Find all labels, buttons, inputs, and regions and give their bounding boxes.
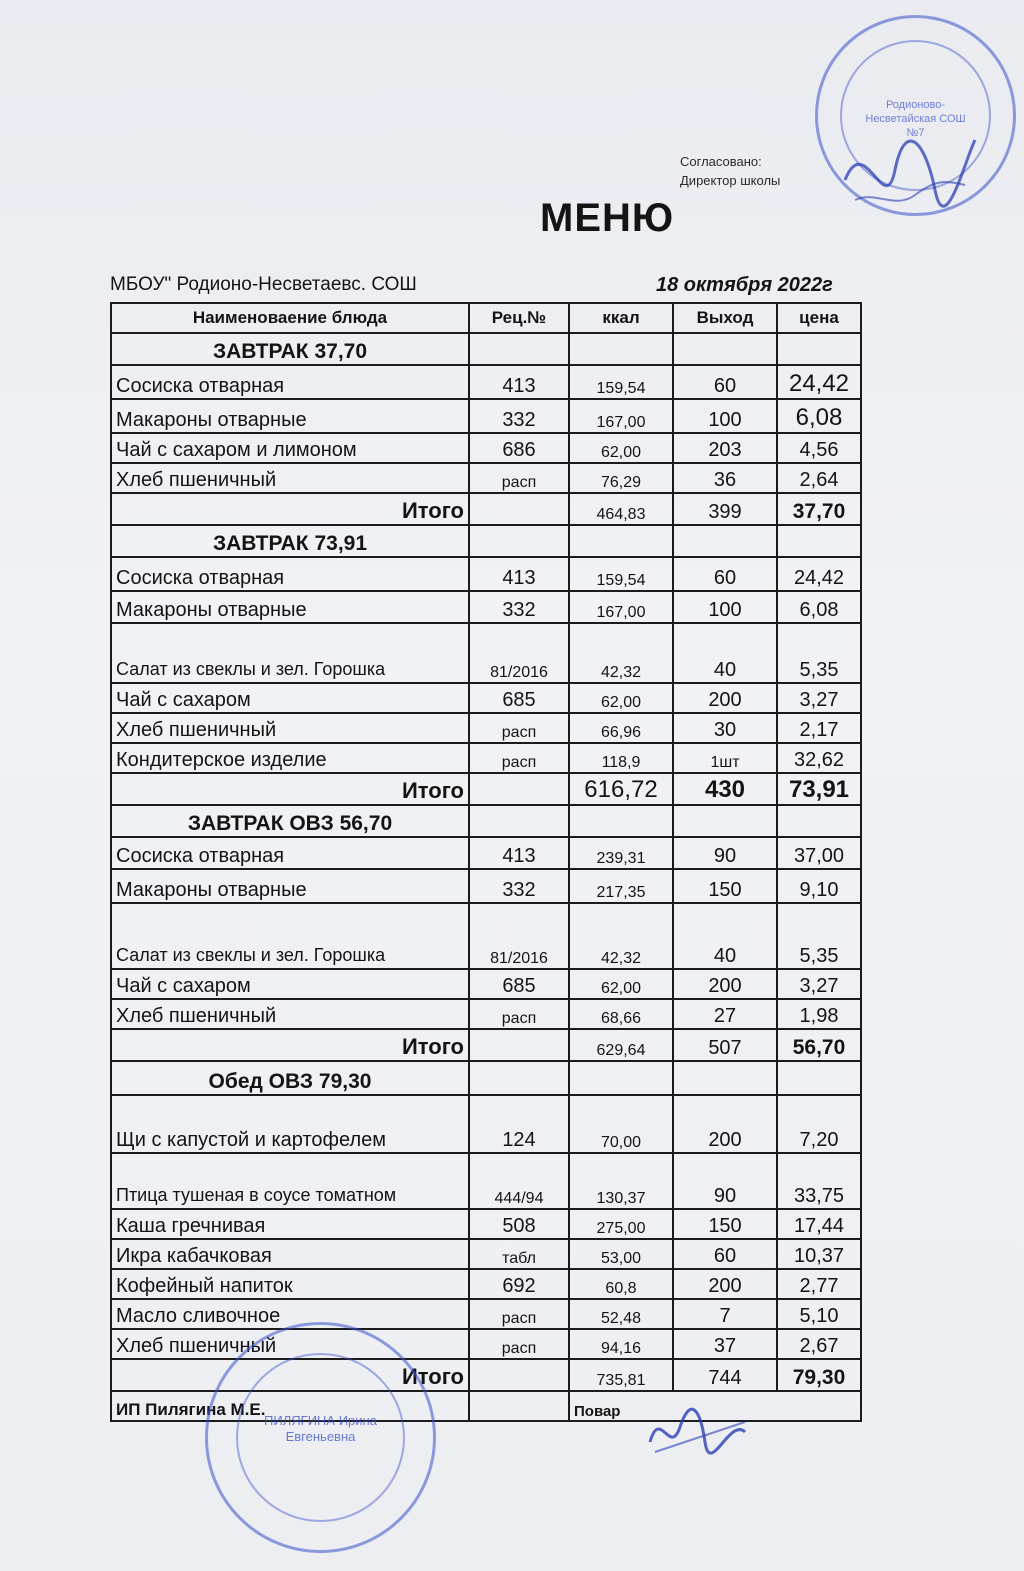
dish-yield: 90	[673, 837, 777, 869]
total-kcal: 629,64	[569, 1029, 673, 1061]
section-empty-cell	[569, 333, 673, 365]
total-row	[111, 773, 861, 805]
dish-name: Хлеб пшеничный	[111, 463, 469, 493]
dish-price: 24,42	[777, 365, 861, 399]
dish-recipe: расп	[469, 743, 569, 773]
dish-name: Макароны отварные	[111, 399, 469, 433]
dish-recipe: 124	[469, 1095, 569, 1153]
section-empty-cell	[673, 805, 777, 837]
section-empty-cell	[569, 805, 673, 837]
dish-row	[111, 1299, 861, 1329]
cook-signature	[645, 1402, 755, 1462]
dish-price: 5,35	[777, 623, 861, 683]
dish-kcal: 52,48	[569, 1299, 673, 1329]
dish-row	[111, 999, 861, 1029]
dish-kcal: 275,00	[569, 1209, 673, 1239]
total-name: Итого	[111, 773, 469, 805]
dish-recipe: 332	[469, 869, 569, 903]
dish-row	[111, 1209, 861, 1239]
total-kcal: 464,83	[569, 493, 673, 525]
section-empty-cell	[469, 333, 569, 365]
dish-price: 5,35	[777, 903, 861, 969]
section-empty-cell	[777, 525, 861, 557]
dish-name: Хлеб пшеничный	[111, 1329, 469, 1359]
dish-price: 5,10	[777, 1299, 861, 1329]
section-title: ЗАВТРАК 37,70	[111, 333, 469, 365]
dish-row	[111, 463, 861, 493]
total-recipe	[469, 1029, 569, 1061]
dish-row	[111, 743, 861, 773]
total-recipe	[469, 1359, 569, 1391]
dish-kcal: 42,32	[569, 903, 673, 969]
col-header-name: Наименоваение блюда	[111, 303, 469, 333]
menu-table	[110, 302, 862, 1422]
dish-name: Хлеб пшеничный	[111, 999, 469, 1029]
dish-recipe: 508	[469, 1209, 569, 1239]
dish-name: Салат из свеклы и зел. Горошка	[111, 903, 469, 969]
dish-name: Икра кабачковая	[111, 1239, 469, 1269]
dish-row	[111, 869, 861, 903]
dish-name: Сосиска отварная	[111, 837, 469, 869]
dish-price: 6,08	[777, 399, 861, 433]
dish-recipe: 332	[469, 399, 569, 433]
dish-yield: 40	[673, 903, 777, 969]
dish-yield: 60	[673, 365, 777, 399]
dish-recipe: табл	[469, 1239, 569, 1269]
dish-kcal: 66,96	[569, 713, 673, 743]
dish-row	[111, 591, 861, 623]
total-yield: 507	[673, 1029, 777, 1061]
dish-kcal: 217,35	[569, 869, 673, 903]
dish-price: 2,67	[777, 1329, 861, 1359]
section-header-row	[111, 1061, 861, 1095]
dish-name: Чай с сахаром	[111, 683, 469, 713]
dish-kcal: 62,00	[569, 433, 673, 463]
section-empty-cell	[469, 805, 569, 837]
dish-yield: 200	[673, 969, 777, 999]
total-name: Итого	[111, 1359, 469, 1391]
dish-kcal: 42,32	[569, 623, 673, 683]
dish-yield: 203	[673, 433, 777, 463]
dish-price: 4,56	[777, 433, 861, 463]
dish-recipe: 413	[469, 837, 569, 869]
total-row	[111, 493, 861, 525]
total-row	[111, 1029, 861, 1061]
dish-yield: 60	[673, 557, 777, 591]
dish-yield: 150	[673, 869, 777, 903]
section-empty-cell	[673, 525, 777, 557]
dish-recipe: 685	[469, 683, 569, 713]
page-title: МЕНЮ	[540, 196, 675, 240]
dish-price: 10,37	[777, 1239, 861, 1269]
dish-recipe: 685	[469, 969, 569, 999]
dish-yield: 40	[673, 623, 777, 683]
school-name: МБОУ" Родионо-Несветаевс. СОШ	[110, 274, 417, 295]
section-header-row	[111, 333, 861, 365]
dish-row	[111, 713, 861, 743]
dish-recipe: 81/2016	[469, 623, 569, 683]
dish-kcal: 62,00	[569, 969, 673, 999]
section-title: Обед ОВЗ 79,30	[111, 1061, 469, 1095]
total-price: 56,70	[777, 1029, 861, 1061]
section-empty-cell	[777, 333, 861, 365]
total-recipe	[469, 493, 569, 525]
total-name: Итого	[111, 493, 469, 525]
dish-price: 32,62	[777, 743, 861, 773]
dish-name: Масло сливочное	[111, 1299, 469, 1329]
section-empty-cell	[777, 1061, 861, 1095]
total-price: 73,91	[777, 773, 861, 805]
total-price: 37,70	[777, 493, 861, 525]
dish-row	[111, 433, 861, 463]
section-empty-cell	[673, 333, 777, 365]
dish-name: Кофейный напиток	[111, 1269, 469, 1299]
dish-yield: 150	[673, 1209, 777, 1239]
director-signature	[835, 120, 985, 230]
dish-kcal: 159,54	[569, 365, 673, 399]
dish-recipe: 413	[469, 557, 569, 591]
dish-kcal: 60,8	[569, 1269, 673, 1299]
menu-date: 18 октября 2022г	[656, 274, 833, 296]
dish-row	[111, 837, 861, 869]
dish-row	[111, 1329, 861, 1359]
total-recipe	[469, 773, 569, 805]
col-header-recipe: Рец.№	[469, 303, 569, 333]
dish-yield: 90	[673, 1153, 777, 1209]
dish-yield: 60	[673, 1239, 777, 1269]
dish-kcal: 70,00	[569, 1095, 673, 1153]
dish-recipe: 692	[469, 1269, 569, 1299]
dish-yield: 37	[673, 1329, 777, 1359]
dish-kcal: 239,31	[569, 837, 673, 869]
dish-price: 9,10	[777, 869, 861, 903]
section-title: ЗАВТРАК 73,91	[111, 525, 469, 557]
vendor-seal-text: ПИЛЯГИНА Ирина Евгеньевна	[264, 1413, 377, 1444]
section-header-row	[111, 805, 861, 837]
approval-label: Согласовано:	[680, 154, 762, 169]
dish-kcal: 130,37	[569, 1153, 673, 1209]
dish-row	[111, 365, 861, 399]
dish-price: 2,17	[777, 713, 861, 743]
dish-kcal: 118,9	[569, 743, 673, 773]
total-name: Итого	[111, 1029, 469, 1061]
dish-price: 2,64	[777, 463, 861, 493]
dish-recipe: расп	[469, 999, 569, 1029]
dish-name: Салат из свеклы и зел. Горошка	[111, 623, 469, 683]
dish-price: 24,42	[777, 557, 861, 591]
header-row	[111, 303, 861, 333]
dish-row	[111, 557, 861, 591]
approval-block	[680, 152, 780, 190]
col-header-price: цена	[777, 303, 861, 333]
dish-kcal: 159,54	[569, 557, 673, 591]
dish-kcal: 62,00	[569, 683, 673, 713]
dish-price: 1,98	[777, 999, 861, 1029]
dish-kcal: 53,00	[569, 1239, 673, 1269]
dish-name: Каша гречнивая	[111, 1209, 469, 1239]
dish-yield: 36	[673, 463, 777, 493]
dish-price: 17,44	[777, 1209, 861, 1239]
section-empty-cell	[469, 1061, 569, 1095]
dish-recipe: 332	[469, 591, 569, 623]
total-yield: 430	[673, 773, 777, 805]
dish-recipe: 413	[469, 365, 569, 399]
dish-row	[111, 399, 861, 433]
dish-price: 7,20	[777, 1095, 861, 1153]
total-kcal: 616,72	[569, 773, 673, 805]
dish-yield: 200	[673, 1095, 777, 1153]
dish-yield: 200	[673, 1269, 777, 1299]
col-header-yield: Выход	[673, 303, 777, 333]
dish-price: 3,27	[777, 969, 861, 999]
dish-kcal: 167,00	[569, 399, 673, 433]
dish-recipe: расп	[469, 463, 569, 493]
section-empty-cell	[569, 525, 673, 557]
dish-name: Сосиска отварная	[111, 365, 469, 399]
dish-price: 6,08	[777, 591, 861, 623]
section-empty-cell	[569, 1061, 673, 1095]
dish-row	[111, 623, 861, 683]
dish-row	[111, 1239, 861, 1269]
dish-name: Чай с сахаром и лимоном	[111, 433, 469, 463]
dish-yield: 100	[673, 399, 777, 433]
dish-recipe: 444/94	[469, 1153, 569, 1209]
dish-recipe: 686	[469, 433, 569, 463]
section-empty-cell	[469, 525, 569, 557]
dish-name: Сосиска отварная	[111, 557, 469, 591]
dish-price: 2,77	[777, 1269, 861, 1299]
dish-kcal: 167,00	[569, 591, 673, 623]
dish-yield: 30	[673, 713, 777, 743]
dish-name: Хлеб пшеничный	[111, 713, 469, 743]
section-empty-cell	[673, 1061, 777, 1095]
dish-price: 3,27	[777, 683, 861, 713]
section-title: ЗАВТРАК ОВЗ 56,70	[111, 805, 469, 837]
dish-recipe: расп	[469, 713, 569, 743]
dish-yield: 100	[673, 591, 777, 623]
total-kcal: 735,81	[569, 1359, 673, 1391]
dish-recipe: расп	[469, 1299, 569, 1329]
dish-kcal: 94,16	[569, 1329, 673, 1359]
col-header-kcal: ккал	[569, 303, 673, 333]
dish-name: Макароны отварные	[111, 591, 469, 623]
dish-row	[111, 1095, 861, 1153]
dish-row	[111, 903, 861, 969]
dish-kcal: 68,66	[569, 999, 673, 1029]
dish-row	[111, 969, 861, 999]
vendor-name: ИП Пилягина М.Е.	[111, 1391, 469, 1421]
footer-empty-cell	[469, 1391, 569, 1421]
seal-text: Родионово-Несветайская СОШ №7	[865, 99, 966, 139]
section-empty-cell	[777, 805, 861, 837]
dish-yield: 27	[673, 999, 777, 1029]
total-yield: 744	[673, 1359, 777, 1391]
dish-kcal: 76,29	[569, 463, 673, 493]
dish-name: Макароны отварные	[111, 869, 469, 903]
dish-name: Щи с капустой и картофелем	[111, 1095, 469, 1153]
dish-recipe: 81/2016	[469, 903, 569, 969]
cook-label: Повар	[569, 1391, 861, 1421]
dish-name: Птица тушеная в соусе томатном	[111, 1153, 469, 1209]
dish-yield: 200	[673, 683, 777, 713]
dish-name: Чай с сахаром	[111, 969, 469, 999]
dish-row	[111, 1269, 861, 1299]
vendor-seal	[205, 1322, 436, 1553]
dish-recipe: расп	[469, 1329, 569, 1359]
dish-row	[111, 683, 861, 713]
dish-row	[111, 1153, 861, 1209]
dish-yield: 7	[673, 1299, 777, 1329]
dish-price: 37,00	[777, 837, 861, 869]
section-header-row	[111, 525, 861, 557]
total-yield: 399	[673, 493, 777, 525]
dish-price: 33,75	[777, 1153, 861, 1209]
total-price: 79,30	[777, 1359, 861, 1391]
approval-role: Директор школы	[680, 173, 781, 188]
dish-yield: 1шт	[673, 743, 777, 773]
dish-name: Кондитерское изделие	[111, 743, 469, 773]
menu-body	[111, 333, 861, 1391]
